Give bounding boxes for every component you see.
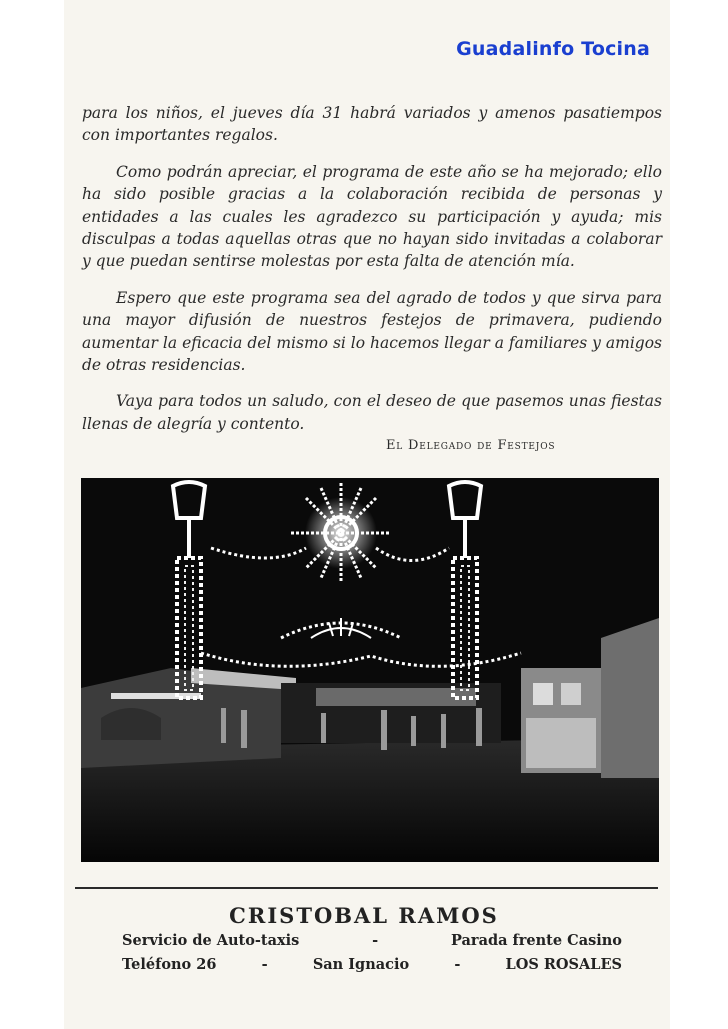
ad-stand-text: Parada frente Casino: [451, 932, 622, 949]
advertisement-line-1: [122, 932, 622, 949]
paragraph-4: Vaya para todos un saludo, con el deseo de que pasemos unas fiestas llenas de alegría y contento.: [82, 392, 662, 433]
body-text: [82, 102, 662, 449]
ad-separator: -: [372, 932, 379, 949]
signature: El Delegado de Festejos: [386, 438, 556, 453]
photo-illustration: [81, 478, 659, 862]
paragraph-1: para los niños, el jueves día 31 habrá variados y amenos pasatiempos con importantes regalos.: [82, 104, 662, 145]
advertisement-title: CRISTOBAL RAMOS: [229, 903, 499, 928]
ad-separator: -: [454, 956, 461, 973]
ad-town-text: LOS ROSALES: [505, 956, 622, 973]
ad-phone-text: Teléfono 26: [122, 956, 217, 973]
paragraph-2: Como podrán apreciar, el programa de este año se ha mejorado; ello ha sido posible gracias a la colaboración recibida de personas y entidades a las cuales les agradezco su participación y ayuda; mis disculpas a todas aquellas otras que no hayan sido invitadas a colaborar y que puedan sentirse molestas por esta falta de atención mía.: [82, 162, 662, 271]
paragraph-3: Espero que este programa sea del agrado de todos y que sirva para una mayor difusión de nuestros festejos de primavera, pudiendo aumentar la eficacia del mismo si lo hacemos llegar a familiares y amigos de otras residencias.: [82, 288, 662, 375]
advertisement-line-2: [122, 956, 622, 973]
watermark-label: Guadalinfo Tocina: [456, 38, 650, 60]
ad-separator: -: [261, 956, 268, 973]
festival-lights-photo: [81, 478, 659, 862]
divider-line: [75, 887, 658, 889]
ad-street-text: San Ignacio: [312, 956, 410, 973]
ad-service-text: Servicio de Auto-taxis: [122, 932, 300, 949]
